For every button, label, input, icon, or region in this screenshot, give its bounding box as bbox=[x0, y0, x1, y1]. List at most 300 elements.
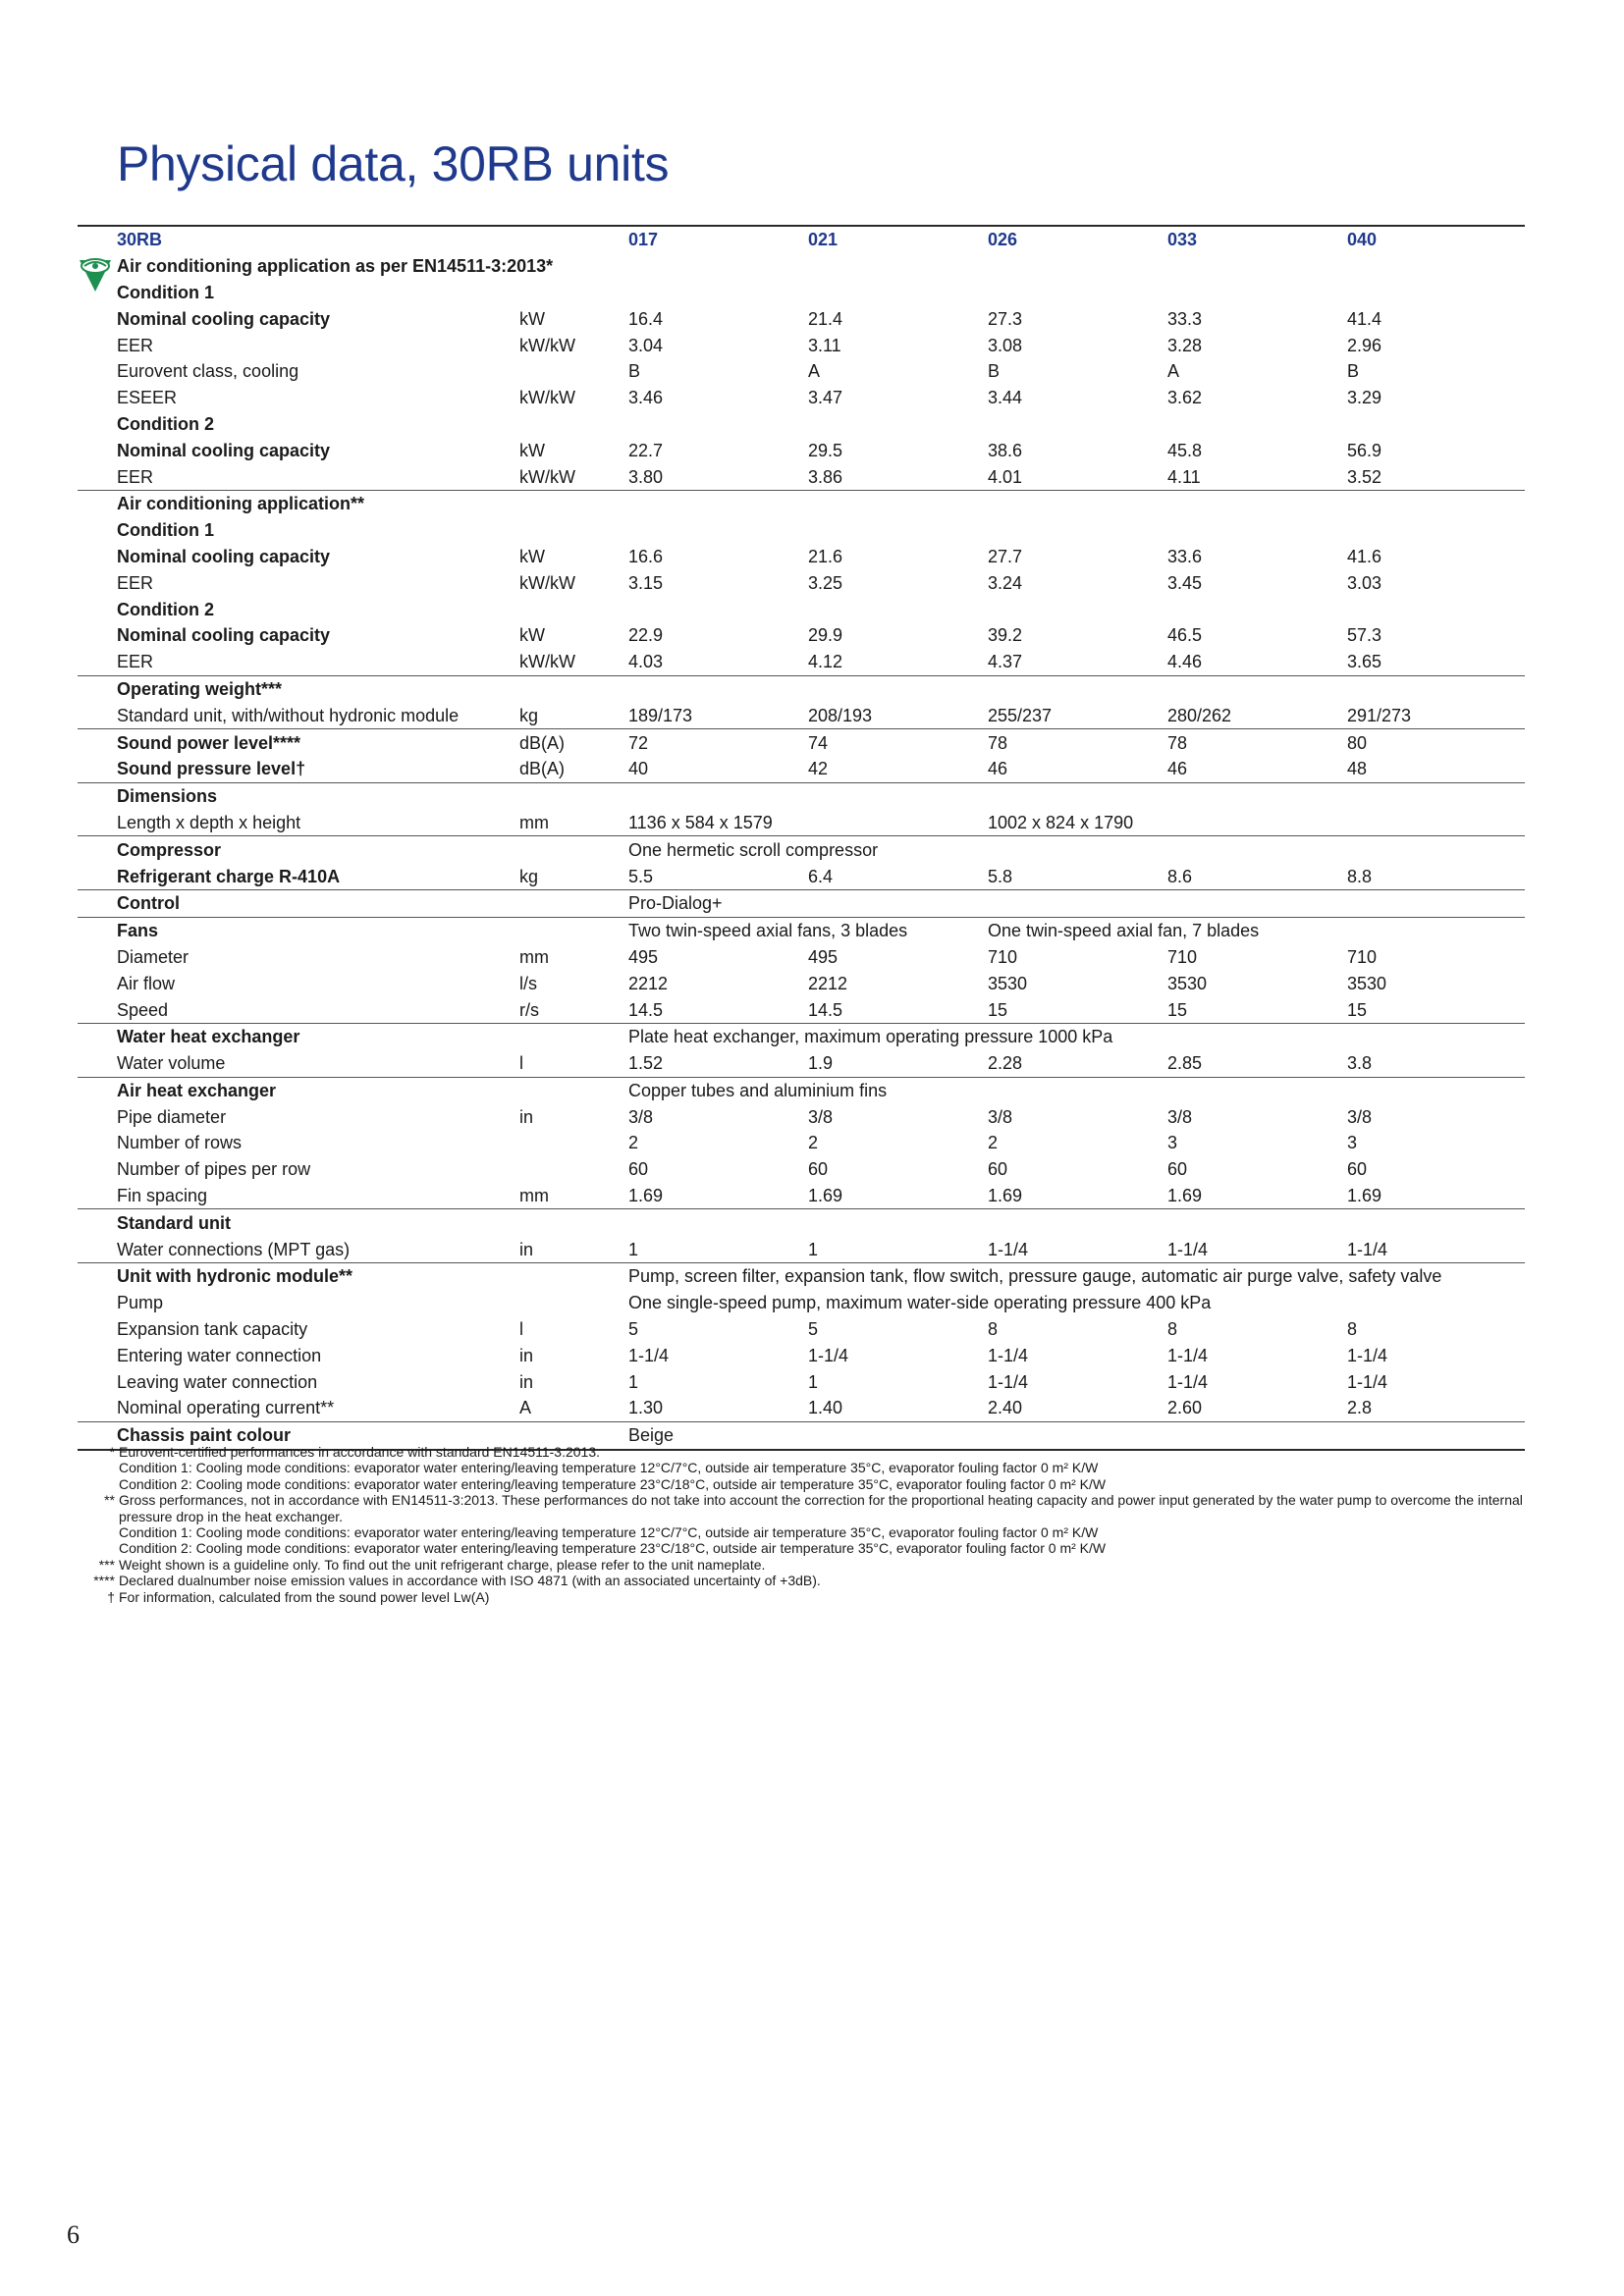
row-unit bbox=[519, 1130, 628, 1156]
cell-value: 46 bbox=[988, 759, 1008, 779]
row-label: EER bbox=[117, 335, 154, 355]
cell-value: 1.69 bbox=[1167, 1186, 1203, 1206]
cell-value: 21.4 bbox=[808, 308, 843, 329]
row-unit: in bbox=[519, 1106, 534, 1127]
row-unit bbox=[519, 411, 628, 438]
cell-value: 8.8 bbox=[1347, 866, 1373, 886]
cell-value: 22.9 bbox=[628, 625, 664, 646]
footnote-text: Condition 1: Cooling mode conditions: evaporator water entering/leaving temperature 12°C/7°C, outside air temperature 35°C, evaporator fouling factor 0 m² K/W bbox=[119, 1524, 1099, 1541]
row-label: Nominal cooling capacity bbox=[117, 440, 331, 460]
table-row bbox=[78, 702, 1525, 728]
row-unit bbox=[519, 1209, 628, 1236]
row-label: Air heat exchanger bbox=[117, 1077, 519, 1103]
cell-value: 3530 bbox=[988, 973, 1028, 993]
row-unit: in bbox=[519, 1239, 534, 1259]
cell-value: 2.60 bbox=[1167, 1398, 1203, 1418]
row-unit: dB(A) bbox=[519, 729, 628, 756]
cell-value: 41.6 bbox=[1347, 546, 1382, 566]
footnote bbox=[61, 1460, 1524, 1475]
cell-value: 5.5 bbox=[628, 866, 654, 886]
footnote-text: Weight shown is a guideline only. To find out the unit refrigerant charge, please refer to the unit nameplate. bbox=[119, 1556, 766, 1573]
cell-value: 72 bbox=[628, 729, 808, 756]
cell-span-value: 1002 x 824 x 1790 bbox=[988, 812, 1134, 832]
cell-value: 14.5 bbox=[808, 999, 843, 1020]
cell-value: 3.08 bbox=[988, 335, 1023, 355]
footnote-text: Gross performances, not in accordance with EN14511-3:2013. These performances do not take into account the correction for the proportional heating capacity and power input generated by the water pump to overcome the internal pressure drop in the heat exchanger. bbox=[119, 1492, 1523, 1524]
table-row bbox=[78, 1077, 1525, 1103]
table-row bbox=[78, 1209, 1525, 1236]
row-label: Air conditioning application as per EN14511-3:2013* bbox=[117, 256, 554, 277]
cell-value: 60 bbox=[1167, 1159, 1188, 1180]
cell-value: 3.11 bbox=[808, 335, 841, 355]
row-unit: kW bbox=[519, 440, 545, 460]
row-unit: kW bbox=[519, 308, 545, 329]
row-label: Air flow bbox=[117, 973, 176, 993]
cell-value: 22.7 bbox=[628, 440, 664, 460]
cell-value: 2 bbox=[808, 1133, 819, 1153]
table-row bbox=[78, 358, 1525, 385]
cell-value: 29.5 bbox=[808, 440, 843, 460]
row-label: Control bbox=[117, 889, 519, 917]
cell-value: 280/262 bbox=[1167, 705, 1232, 725]
table-row bbox=[78, 1156, 1525, 1183]
cell-value: 5 bbox=[628, 1319, 639, 1340]
cell-value: 4.46 bbox=[1167, 652, 1203, 672]
cell-value: 710 bbox=[1167, 946, 1198, 967]
table-row bbox=[78, 280, 1525, 306]
cell-value: 14.5 bbox=[628, 999, 664, 1020]
footnote bbox=[61, 1492, 1524, 1524]
table-row bbox=[78, 729, 1525, 756]
cell-value: 38.6 bbox=[988, 440, 1023, 460]
cell-span-value: Pro-Dialog+ bbox=[628, 889, 1525, 917]
cell-value: 1.69 bbox=[628, 1186, 664, 1206]
cell-value: 1-1/4 bbox=[1167, 1239, 1209, 1259]
cell-value: 4.11 bbox=[1167, 466, 1201, 487]
row-label: Condition 2 bbox=[117, 599, 214, 619]
cell-value: 1.30 bbox=[628, 1398, 664, 1418]
cell-value: 60 bbox=[988, 1159, 1008, 1180]
table-row bbox=[78, 1395, 1525, 1421]
cell-value: 3/8 bbox=[1167, 1106, 1193, 1127]
footnote bbox=[61, 1444, 1524, 1460]
footnote bbox=[61, 1524, 1524, 1540]
cell-value: B bbox=[1347, 361, 1360, 382]
cell-value: 2 bbox=[988, 1133, 999, 1153]
cell-value: 1 bbox=[628, 1371, 639, 1392]
cell-value: 78 bbox=[988, 729, 1167, 756]
cell-value: 3.25 bbox=[808, 572, 843, 593]
row-unit: kg bbox=[519, 705, 539, 725]
cell-value: 1-1/4 bbox=[988, 1239, 1029, 1259]
row-label: Fans bbox=[117, 917, 519, 943]
row-unit: kW bbox=[519, 625, 545, 646]
cell-value: 1-1/4 bbox=[988, 1345, 1029, 1365]
cell-value: 1.52 bbox=[628, 1053, 664, 1074]
row-label: Nominal cooling capacity bbox=[117, 625, 331, 646]
cell-value: 29.9 bbox=[808, 625, 843, 646]
table-row bbox=[78, 782, 1525, 809]
table-row bbox=[78, 675, 1525, 702]
cell-value: 1 bbox=[628, 1239, 639, 1259]
footnote-text: Condition 2: Cooling mode conditions: evaporator water entering/leaving temperature 23°C/18°C, outside air temperature 35°C, evaporator fouling factor 0 m² K/W bbox=[119, 1475, 1107, 1492]
row-label: Condition 1 bbox=[117, 282, 214, 302]
cell-value: 1-1/4 bbox=[1167, 1345, 1209, 1365]
cell-value: 3 bbox=[1347, 1133, 1358, 1153]
cell-value: 57.3 bbox=[1347, 625, 1382, 646]
cell-value: 74 bbox=[808, 729, 988, 756]
cell-value: 8 bbox=[988, 1319, 999, 1340]
row-unit: l/s bbox=[519, 973, 537, 993]
cell-value: 3.46 bbox=[628, 388, 664, 408]
table-row bbox=[78, 622, 1525, 649]
cell-value: 46 bbox=[1167, 759, 1188, 779]
row-unit bbox=[519, 889, 628, 917]
row-unit: kW/kW bbox=[519, 466, 575, 487]
row-label: Pipe diameter bbox=[117, 1106, 227, 1127]
table-row bbox=[78, 917, 1525, 943]
cell-span-value: Beige bbox=[628, 1421, 1525, 1449]
cell-value: B bbox=[628, 361, 641, 382]
cell-value: 33.3 bbox=[1167, 308, 1203, 329]
cell-value: 56.9 bbox=[1347, 440, 1382, 460]
cell-value: 2.28 bbox=[988, 1053, 1023, 1074]
cell-value: 8.6 bbox=[1167, 866, 1193, 886]
cell-value: 3.45 bbox=[1167, 572, 1203, 593]
cell-value: 60 bbox=[1347, 1159, 1368, 1180]
row-unit: kW/kW bbox=[519, 652, 575, 672]
table-row bbox=[78, 649, 1525, 675]
cell-value: 3.03 bbox=[1347, 572, 1382, 593]
table-row bbox=[78, 889, 1525, 917]
table-row bbox=[78, 810, 1525, 836]
cell-value: 3/8 bbox=[1347, 1106, 1373, 1127]
row-label: Length x depth x height bbox=[117, 812, 301, 832]
cell-value: 3.65 bbox=[1347, 652, 1382, 672]
cell-value: 208/193 bbox=[808, 705, 873, 725]
cell-value: 15 bbox=[988, 999, 1008, 1020]
cell-value: 1.9 bbox=[808, 1053, 834, 1074]
cell-value: 3.15 bbox=[628, 572, 664, 593]
cell-value: 3/8 bbox=[808, 1106, 834, 1127]
row-label: Water connections (MPT gas) bbox=[117, 1239, 351, 1259]
row-label: EER bbox=[117, 572, 154, 593]
header-col-040: 040 bbox=[1347, 226, 1525, 253]
cell-value: 45.8 bbox=[1167, 440, 1203, 460]
row-unit: l bbox=[519, 1053, 523, 1074]
table-row bbox=[78, 332, 1525, 358]
row-unit bbox=[519, 358, 628, 385]
cell-value: 80 bbox=[1347, 729, 1525, 756]
cell-value: 40 bbox=[628, 759, 649, 779]
row-label: Sound pressure level† bbox=[117, 759, 306, 779]
row-label: Pump bbox=[117, 1293, 164, 1313]
header-col-033: 033 bbox=[1167, 226, 1347, 253]
table-row bbox=[78, 836, 1525, 863]
cell-value: 2.96 bbox=[1347, 335, 1382, 355]
cell-value: 78 bbox=[1167, 729, 1347, 756]
cell-value: 3.80 bbox=[628, 466, 664, 487]
cell-value: 1-1/4 bbox=[1167, 1371, 1209, 1392]
cell-value: 1-1/4 bbox=[1347, 1371, 1388, 1392]
row-unit: mm bbox=[519, 946, 549, 967]
footnote-text: Condition 2: Cooling mode conditions: evaporator water entering/leaving temperature 23°C/18°C, outside air temperature 35°C, evaporator fouling factor 0 m² K/W bbox=[119, 1540, 1107, 1557]
cell-span-value: One twin-speed axial fan, 7 blades bbox=[988, 917, 1525, 943]
footnote-mark bbox=[61, 1540, 119, 1556]
cell-value: 8 bbox=[1167, 1319, 1178, 1340]
row-unit bbox=[519, 782, 628, 809]
table-row bbox=[78, 756, 1525, 782]
row-label: Water heat exchanger bbox=[117, 1023, 519, 1049]
row-unit: dB(A) bbox=[519, 759, 566, 779]
row-label: EER bbox=[117, 652, 154, 672]
table-row bbox=[78, 944, 1525, 971]
cell-value: A bbox=[808, 361, 821, 382]
row-label: Number of pipes per row bbox=[117, 1159, 311, 1180]
cell-value: 1-1/4 bbox=[628, 1345, 670, 1365]
footnote-text: For information, calculated from the sound power level Lw(A) bbox=[119, 1588, 490, 1605]
cell-value: 60 bbox=[808, 1159, 829, 1180]
row-unit: kW bbox=[519, 546, 545, 566]
table-row bbox=[78, 1236, 1525, 1262]
row-label: Leaving water connection bbox=[117, 1371, 318, 1392]
cell-value: 4.37 bbox=[988, 652, 1023, 672]
cell-value: 495 bbox=[628, 946, 659, 967]
cell-value: 33.6 bbox=[1167, 546, 1203, 566]
cell-value: A bbox=[1167, 361, 1180, 382]
cell-value: 1-1/4 bbox=[988, 1371, 1029, 1392]
cell-value: 42 bbox=[808, 759, 829, 779]
footnote bbox=[61, 1589, 1524, 1605]
cell-value: 2.85 bbox=[1167, 1053, 1203, 1074]
cell-value: 2 bbox=[628, 1133, 639, 1153]
cell-value: 16.4 bbox=[628, 308, 664, 329]
row-unit bbox=[519, 1156, 628, 1183]
header-col-021: 021 bbox=[808, 226, 988, 253]
table-row bbox=[78, 385, 1525, 411]
table-row bbox=[78, 1263, 1525, 1290]
row-unit bbox=[519, 917, 628, 943]
cell-value: 1 bbox=[808, 1371, 819, 1392]
table-row bbox=[78, 569, 1525, 596]
cell-value: 60 bbox=[628, 1159, 649, 1180]
cell-value: 1.69 bbox=[808, 1186, 843, 1206]
cell-value: 2.8 bbox=[1347, 1398, 1373, 1418]
row-unit: kW/kW bbox=[519, 335, 575, 355]
row-label: Speed bbox=[117, 999, 169, 1020]
cell-value: 1 bbox=[808, 1239, 819, 1259]
row-unit: l bbox=[519, 1319, 523, 1340]
table-row bbox=[78, 596, 1525, 622]
table-row bbox=[78, 1103, 1525, 1130]
row-unit: kW/kW bbox=[519, 572, 575, 593]
footnote-mark bbox=[61, 1460, 119, 1475]
row-label: Unit with hydronic module** bbox=[117, 1263, 519, 1290]
row-label: ESEER bbox=[117, 388, 178, 408]
row-unit: mm bbox=[519, 1186, 549, 1206]
cell-value: 4.12 bbox=[808, 652, 843, 672]
cell-value: 15 bbox=[1167, 999, 1188, 1020]
table-row bbox=[78, 863, 1525, 889]
cell-value: 255/237 bbox=[988, 705, 1053, 725]
cell-span-value: One hermetic scroll compressor bbox=[628, 836, 1525, 863]
row-label: Sound power level**** bbox=[117, 729, 519, 756]
cell-value: 2212 bbox=[628, 973, 669, 993]
cell-value: 3/8 bbox=[988, 1106, 1013, 1127]
row-label: Standard unit bbox=[117, 1209, 519, 1236]
row-unit bbox=[519, 280, 628, 306]
cell-value: 1-1/4 bbox=[808, 1345, 849, 1365]
row-unit bbox=[519, 675, 628, 702]
row-label: Standard unit, with/without hydronic module bbox=[117, 705, 460, 725]
physical-data-table bbox=[78, 225, 1525, 1451]
cell-value: 1.40 bbox=[808, 1398, 843, 1418]
header-col-026: 026 bbox=[988, 226, 1167, 253]
cell-value: 46.5 bbox=[1167, 625, 1203, 646]
table-row bbox=[78, 490, 1525, 516]
cell-value: 3.86 bbox=[808, 466, 843, 487]
row-unit bbox=[519, 1290, 628, 1316]
table-row bbox=[78, 544, 1525, 570]
cell-value: 3.29 bbox=[1347, 388, 1382, 408]
row-label: Dimensions bbox=[117, 782, 519, 809]
footnote-mark: *** bbox=[98, 1556, 115, 1573]
row-label: Expansion tank capacity bbox=[117, 1319, 308, 1340]
footnote bbox=[61, 1573, 1524, 1588]
cell-value: 2212 bbox=[808, 973, 848, 993]
table-row bbox=[78, 970, 1525, 996]
row-label: Nominal cooling capacity bbox=[117, 308, 331, 329]
cell-value: 1.69 bbox=[1347, 1186, 1382, 1206]
row-label: Compressor bbox=[117, 836, 519, 863]
cell-value: 4.01 bbox=[988, 466, 1023, 487]
row-unit bbox=[519, 1023, 628, 1049]
cell-value: 39.2 bbox=[988, 625, 1023, 646]
row-label: Number of rows bbox=[117, 1133, 243, 1153]
row-label: Fin spacing bbox=[117, 1186, 208, 1206]
cell-value: 710 bbox=[1347, 946, 1378, 967]
footnote bbox=[61, 1476, 1524, 1492]
row-unit bbox=[519, 517, 628, 544]
table-header-row bbox=[78, 226, 1525, 253]
row-unit: r/s bbox=[519, 999, 539, 1020]
footnote-mark: **** bbox=[93, 1573, 115, 1589]
row-label: Chassis paint colour bbox=[117, 1421, 519, 1449]
cell-value: 3530 bbox=[1347, 973, 1387, 993]
row-label: Condition 2 bbox=[117, 413, 214, 434]
cell-value: 6.4 bbox=[808, 866, 834, 886]
row-label: Entering water connection bbox=[117, 1345, 322, 1365]
row-unit bbox=[519, 1077, 628, 1103]
table-row bbox=[78, 305, 1525, 332]
row-unit: in bbox=[519, 1371, 534, 1392]
row-unit bbox=[519, 1263, 628, 1290]
cell-value: B bbox=[988, 361, 1001, 382]
cell-value: 3.24 bbox=[988, 572, 1023, 593]
footnote-mark bbox=[61, 1476, 119, 1492]
row-unit: kg bbox=[519, 866, 539, 886]
cell-value: 189/173 bbox=[628, 705, 693, 725]
table-row bbox=[78, 1130, 1525, 1156]
page-title: Physical data, 30RB units bbox=[117, 136, 670, 191]
cell-value: 3.52 bbox=[1347, 466, 1382, 487]
row-unit: mm bbox=[519, 812, 549, 832]
row-label: Refrigerant charge R-410A bbox=[117, 866, 341, 886]
page-number: 6 bbox=[67, 2220, 80, 2249]
cell-span-value: Copper tubes and aluminium fins bbox=[628, 1077, 1525, 1103]
row-unit: in bbox=[519, 1345, 534, 1365]
table-row bbox=[78, 1023, 1525, 1049]
row-label: Eurovent class, cooling bbox=[117, 361, 299, 382]
cell-value: 1-1/4 bbox=[1347, 1345, 1388, 1365]
table-row bbox=[78, 411, 1525, 438]
table-row bbox=[78, 437, 1525, 463]
row-label: Air conditioning application** bbox=[117, 490, 519, 516]
cell-value: 3.47 bbox=[808, 388, 843, 408]
footnote bbox=[61, 1557, 1524, 1573]
cell-value: 710 bbox=[988, 946, 1018, 967]
footnote-mark: * bbox=[109, 1444, 115, 1460]
row-label: EER bbox=[117, 466, 154, 487]
cell-value: 1.69 bbox=[988, 1186, 1023, 1206]
row-unit bbox=[519, 836, 628, 863]
cell-value: 3.8 bbox=[1347, 1053, 1373, 1074]
cell-span-value: 1136 x 584 x 1579 bbox=[628, 812, 773, 832]
cell-value: 1-1/4 bbox=[1347, 1239, 1388, 1259]
row-unit: kW/kW bbox=[519, 388, 575, 408]
cell-value: 5.8 bbox=[988, 866, 1013, 886]
table-row bbox=[78, 996, 1525, 1023]
cell-value: 3.04 bbox=[628, 335, 664, 355]
footnote-mark bbox=[61, 1524, 119, 1540]
cell-value: 41.4 bbox=[1347, 308, 1382, 329]
row-label: Nominal cooling capacity bbox=[117, 546, 331, 566]
cell-span-value: Two twin-speed axial fans, 3 blades bbox=[628, 917, 988, 943]
cell-span-value: One single-speed pump, maximum water-side operating pressure 400 kPa bbox=[628, 1293, 1212, 1313]
row-label: Water volume bbox=[117, 1053, 226, 1074]
footnote-text: Condition 1: Cooling mode conditions: evaporator water entering/leaving temperature 12°C/7°C, outside air temperature 35°C, evaporator fouling factor 0 m² K/W bbox=[119, 1460, 1099, 1476]
cell-value: 5 bbox=[808, 1319, 819, 1340]
cell-value: 291/273 bbox=[1347, 705, 1412, 725]
row-unit bbox=[519, 490, 628, 516]
header-col-017: 017 bbox=[628, 226, 808, 253]
row-unit bbox=[519, 596, 628, 622]
cell-value: 3 bbox=[1167, 1133, 1178, 1153]
row-label: Nominal operating current** bbox=[117, 1398, 335, 1418]
cell-value: 3530 bbox=[1167, 973, 1208, 993]
cell-value: 3.44 bbox=[988, 388, 1023, 408]
table-row bbox=[78, 1183, 1525, 1209]
header-model: 30RB bbox=[117, 226, 519, 253]
table-row bbox=[78, 1050, 1525, 1077]
row-label: Diameter bbox=[117, 946, 189, 967]
cell-span-value: Plate heat exchanger, maximum operating pressure 1000 kPa bbox=[628, 1023, 1525, 1049]
cell-value: 15 bbox=[1347, 999, 1368, 1020]
table-row bbox=[78, 1368, 1525, 1395]
table-row bbox=[78, 1290, 1525, 1316]
cell-span-value: Pump, screen filter, expansion tank, flow switch, pressure gauge, automatic air purge valve, safety valve bbox=[628, 1263, 1525, 1290]
row-label: Operating weight*** bbox=[117, 675, 519, 702]
cell-value: 495 bbox=[808, 946, 839, 967]
footnote-text: Eurovent-certified performances in accordance with standard EN14511-3:2013. bbox=[119, 1444, 601, 1460]
footnote-text: Declared dualnumber noise emission values in accordance with ISO 4871 (with an associated uncertainty of +3dB). bbox=[119, 1573, 821, 1589]
cell-value: 21.6 bbox=[808, 546, 843, 566]
row-unit: A bbox=[519, 1398, 532, 1418]
cell-value: 48 bbox=[1347, 759, 1368, 779]
footnote bbox=[61, 1540, 1524, 1556]
cell-value: 27.3 bbox=[988, 308, 1023, 329]
table-row bbox=[78, 1316, 1525, 1343]
